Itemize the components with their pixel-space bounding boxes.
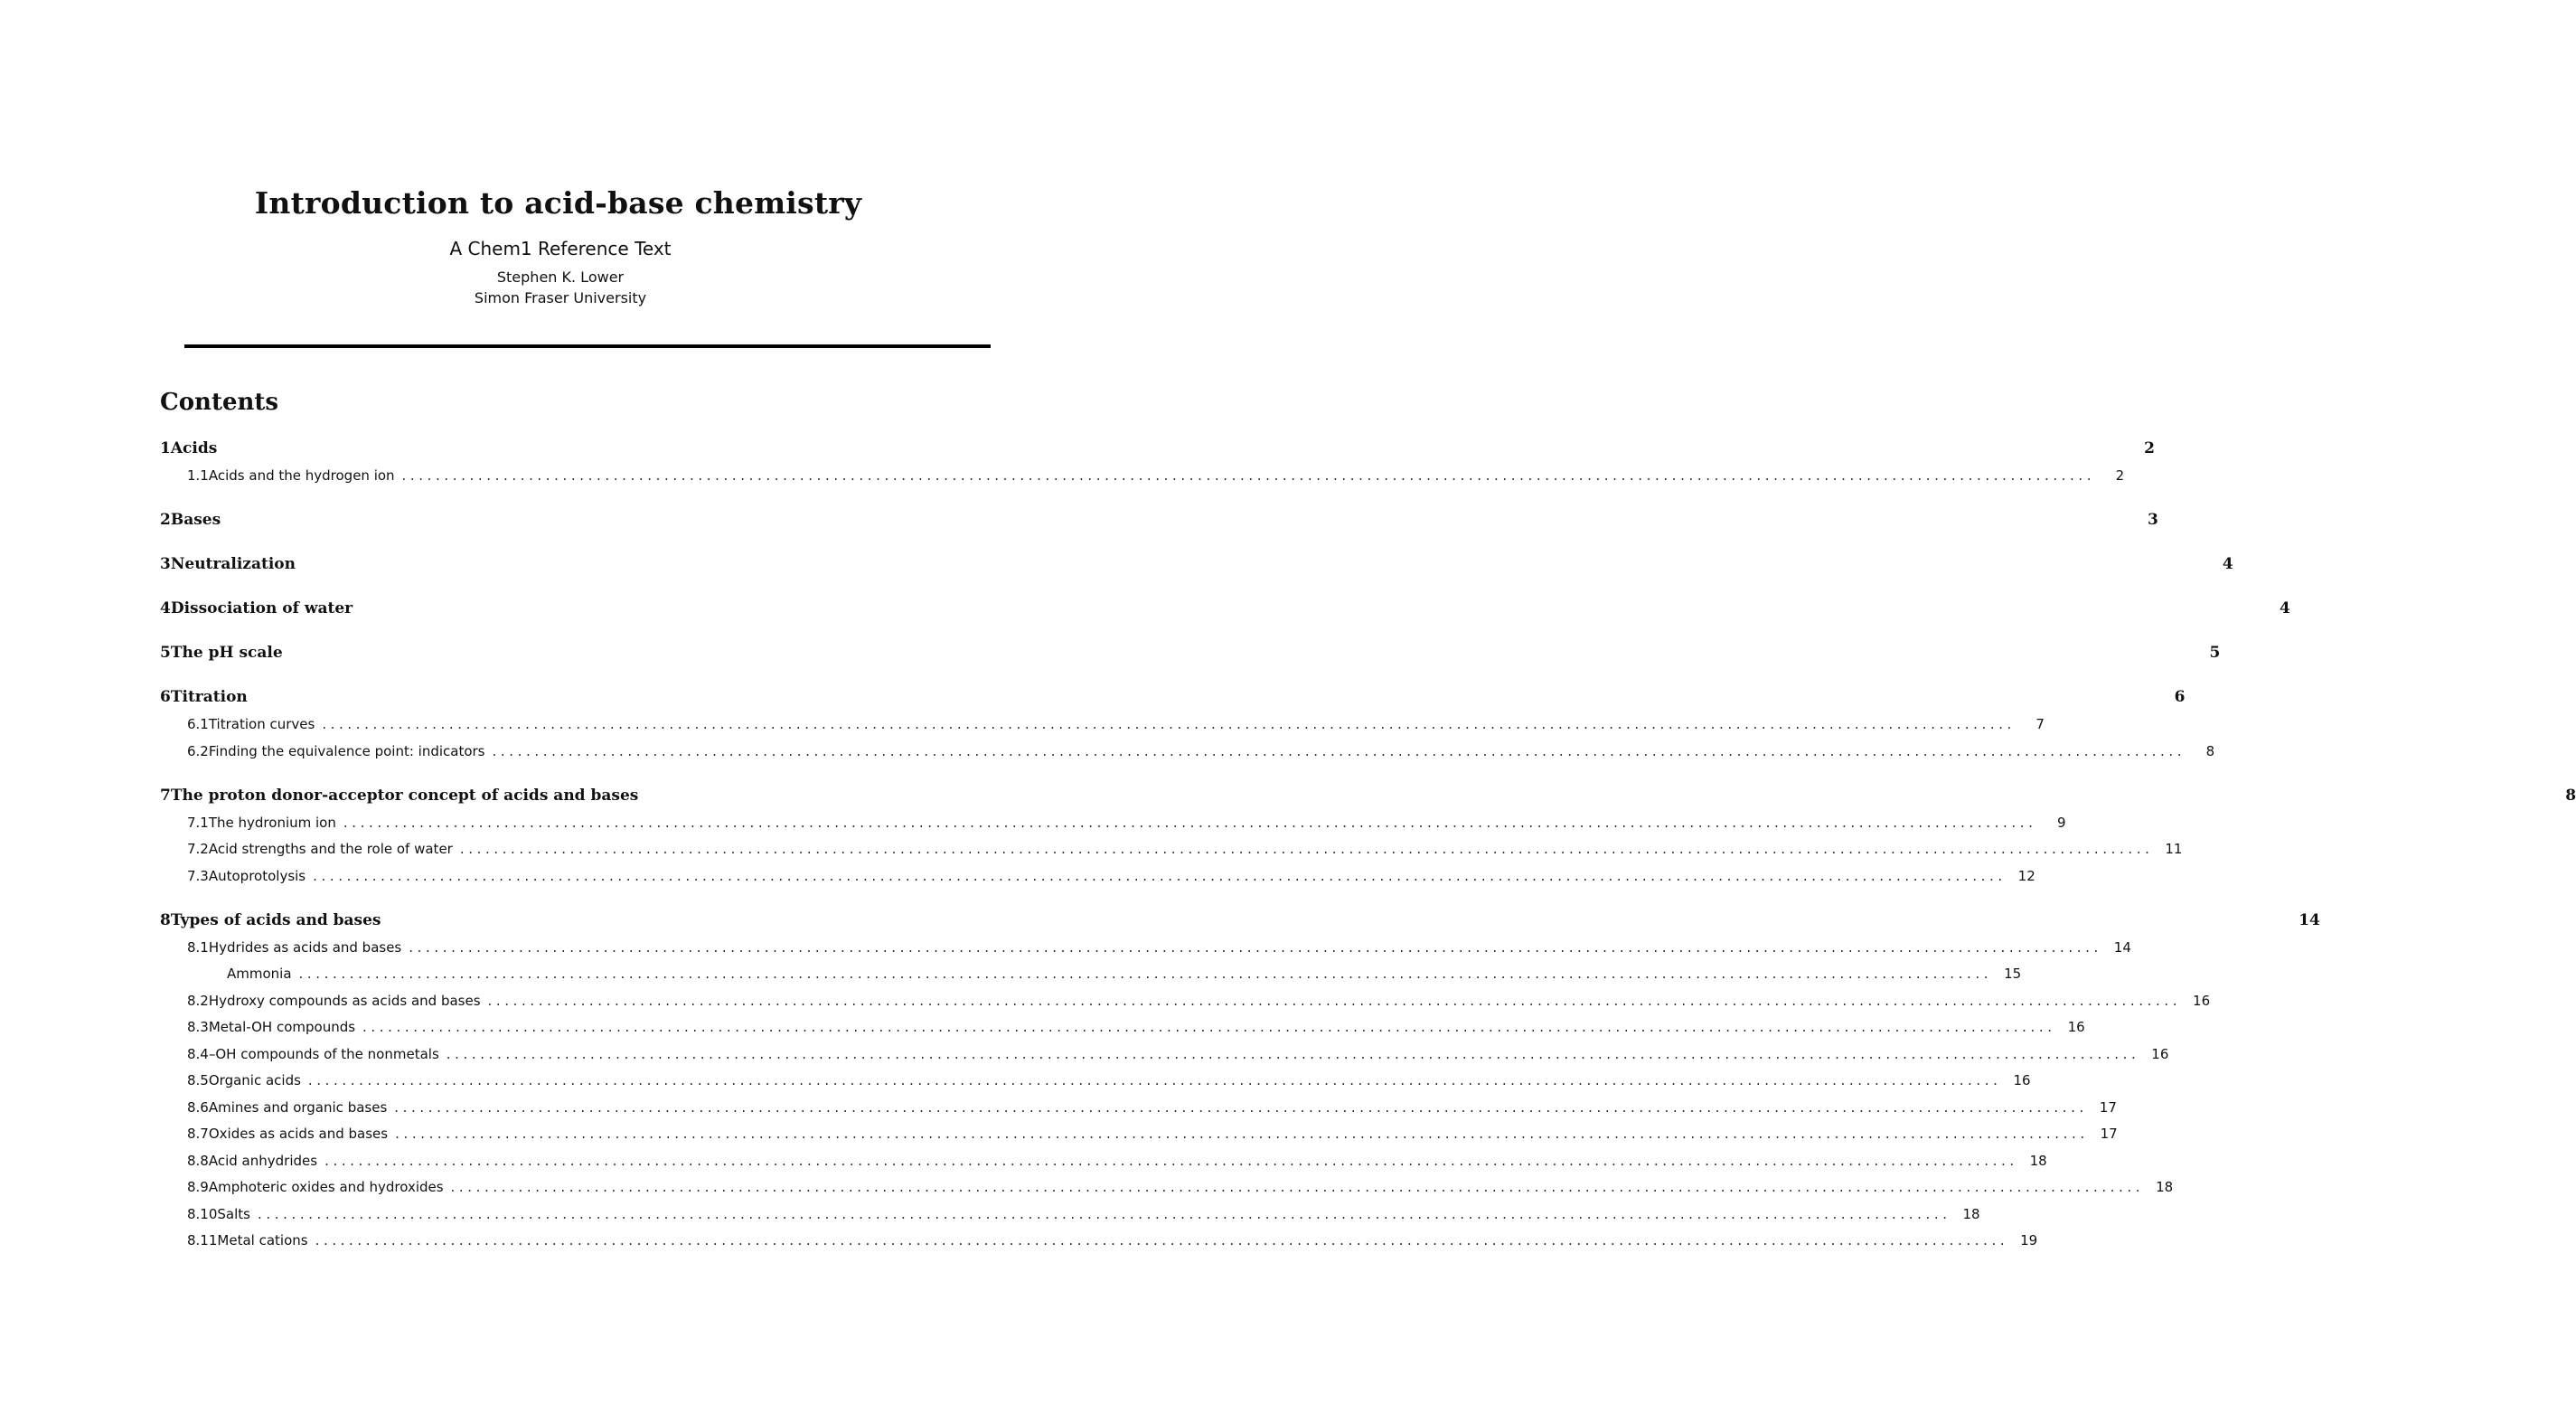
toc-entry-page-number: 9 [2056, 815, 2066, 831]
toc-entry-number: 6 [160, 688, 171, 706]
toc-section-entry[interactable] [160, 644, 2221, 665]
toc-subsection-entry[interactable] [160, 1232, 2038, 1254]
toc-entry-number: 8.5 [187, 1072, 209, 1088]
toc-subsection-entry[interactable] [160, 467, 2125, 489]
toc-subsection-entry[interactable] [160, 993, 2211, 1014]
toc-entry-number: 8.3 [187, 1019, 209, 1035]
toc-entry-label: Acid anhydrides [208, 1153, 318, 1169]
toc-entry-number: 8.11 [187, 1232, 218, 1249]
toc-entry-number: 8.6 [187, 1099, 209, 1116]
toc-entry-number: 8.10 [187, 1206, 218, 1222]
toc-entry-page-number: 14 [2113, 939, 2131, 956]
toc-dot-leader: ........................................................................................................................................................................................................ [315, 1232, 2009, 1249]
toc-entry-page-number: 17 [2100, 1126, 2118, 1142]
toc-entry-number: 7 [160, 787, 171, 805]
toc-entry-number: 8.1 [187, 939, 209, 956]
toc-entry-label: Ammonia [227, 966, 292, 982]
toc-dot-leader: ........................................................................................................................................................................................................ [362, 1019, 2056, 1035]
toc-entry-number: 1.1 [187, 467, 209, 484]
contents-heading: Contents [160, 389, 279, 416]
toc-dot-leader: ........................................................................................................................................................................................................ [307, 1072, 2002, 1088]
toc-entry-page-number: 2 [2115, 467, 2125, 484]
horizontal-rule [184, 344, 991, 348]
toc-dot-leader: ........................................................................................................................................................................................................ [487, 993, 2182, 1009]
toc-entry-page-number: 17 [2099, 1099, 2117, 1116]
toc-entry-label: Hydroxy compounds as acids and bases [208, 993, 481, 1009]
toc-entry-page-number: 8 [2205, 743, 2215, 759]
document-subtitle: A Chem1 Reference Text [449, 238, 672, 259]
toc-entry-label: Titration curves [208, 716, 315, 732]
toc-subsection-entry[interactable] [160, 966, 2022, 987]
toc-entry-number: 8.2 [187, 993, 209, 1009]
toc-entry-page-number: 11 [2165, 841, 2183, 857]
toc-entry-label: Salts [217, 1206, 250, 1222]
toc-dot-leader: ........................................................................................................................................................................................................ [395, 1126, 2089, 1142]
toc-section-entry[interactable] [160, 787, 2576, 808]
toc-dot-leader: ........................................................................................................................................................................................................ [450, 1179, 2145, 1195]
toc-entry-page-number: 8 [2565, 787, 2576, 805]
toc-entry-label: Organic acids [208, 1072, 301, 1088]
toc-entry-number: 3 [160, 555, 171, 573]
author-affiliation: Simon Fraser University [474, 289, 647, 306]
toc-entry-label: Acid strengths and the role of water [208, 841, 453, 857]
toc-subsection-entry[interactable] [160, 1179, 2174, 1201]
toc-section-entry[interactable] [160, 511, 2158, 532]
toc-entry-page-number: 18 [1962, 1206, 1980, 1222]
toc-section-entry[interactable] [160, 599, 2290, 621]
toc-entry-page-number: 4 [2222, 555, 2233, 573]
toc-dot-leader: ........................................................................................................................................................................................................ [459, 841, 2154, 857]
toc-entry-number: 7.2 [187, 841, 209, 857]
toc-subsection-entry[interactable] [160, 841, 2183, 862]
toc-entry-number: 8.9 [187, 1179, 209, 1195]
toc-entry-label: Autoprotolysis [208, 868, 306, 884]
toc-entry-label: Amphoteric oxides and hydroxides [208, 1179, 444, 1195]
toc-subsection-entry[interactable] [160, 1019, 2085, 1041]
toc-entry-number: 4 [160, 599, 171, 617]
toc-entry-page-number: 12 [2017, 868, 2035, 884]
toc-entry-page-number: 5 [2209, 644, 2221, 662]
toc-entry-label: Dissociation of water [170, 599, 353, 617]
toc-entry-label: Bases [170, 511, 221, 529]
toc-entry-label: Hydrides as acids and bases [208, 939, 402, 956]
toc-entry-label: Acids [170, 439, 218, 457]
toc-entry-number: 7.3 [187, 868, 209, 884]
toc-dot-leader: ........................................................................................................................................................................................................ [401, 467, 2096, 484]
toc-entry-page-number: 16 [2193, 993, 2211, 1009]
toc-entry-page-number: 18 [2029, 1153, 2047, 1169]
toc-subsection-entry[interactable] [160, 868, 2035, 890]
toc-dot-leader: ........................................................................................................................................................................................................ [343, 815, 2037, 831]
toc-subsection-entry[interactable] [160, 716, 2045, 738]
toc-entry-page-number: 16 [2151, 1046, 2169, 1062]
toc-entry-number: 8.7 [187, 1126, 209, 1142]
toc-entry-label: –OH compounds of the nonmetals [208, 1046, 439, 1062]
toc-section-entry[interactable] [160, 911, 2320, 933]
toc-entry-label: Metal cations [217, 1232, 308, 1249]
toc-dot-leader: ........................................................................................................................................................................................................ [313, 868, 2007, 884]
toc-entry-page-number: 2 [2144, 439, 2156, 457]
toc-entry-label: The hydronium ion [208, 815, 336, 831]
toc-subsection-entry[interactable] [160, 1072, 2031, 1094]
toc-dot-leader: ........................................................................................................................................................................................................ [492, 743, 2186, 759]
toc-dot-leader: ........................................................................................................................................................................................................ [298, 966, 1993, 982]
author-name: Stephen K. Lower [496, 269, 625, 286]
toc-entry-number: 6.1 [187, 716, 209, 732]
toc-entry-label: Acids and the hydrogen ion [208, 467, 395, 484]
toc-section-entry[interactable] [160, 439, 2156, 461]
toc-section-entry[interactable] [160, 688, 2186, 710]
toc-entry-label: Finding the equivalence point: indicators [208, 743, 485, 759]
toc-entry-label: Oxides as acids and bases [208, 1126, 389, 1142]
toc-entry-page-number: 6 [2174, 688, 2186, 706]
toc-entry-number: 2 [160, 511, 171, 529]
toc-subsection-entry[interactable] [160, 1153, 2047, 1174]
toc-entry-page-number: 18 [2156, 1179, 2174, 1195]
toc-entry-number: 5 [160, 644, 171, 662]
document-title: Introduction to acid-base chemistry [254, 185, 862, 221]
toc-entry-number: 6.2 [187, 743, 209, 759]
toc-entry-label: Metal-OH compounds [208, 1019, 356, 1035]
toc-entry-number: 8 [160, 911, 171, 929]
toc-entry-page-number: 4 [2279, 599, 2290, 617]
toc-dot-leader: ........................................................................................................................................................................................................ [409, 939, 2102, 956]
toc-dot-leader: ........................................................................................................................................................................................................ [322, 716, 2016, 732]
toc-dot-leader: ........................................................................................................................................................................................................ [324, 1153, 2018, 1169]
toc-entry-number: 1 [160, 439, 171, 457]
toc-entry-page-number: 14 [2299, 911, 2320, 929]
toc-subsection-entry[interactable] [160, 1126, 2118, 1147]
toc-dot-leader: ........................................................................................................................................................................................................ [257, 1206, 1951, 1222]
toc-entry-page-number: 16 [2067, 1019, 2085, 1035]
toc-entry-page-number: 16 [2013, 1072, 2031, 1088]
toc-subsection-entry[interactable] [160, 1206, 1980, 1228]
toc-dot-leader: ........................................................................................................................................................................................................ [394, 1099, 2088, 1116]
toc-subsection-entry[interactable] [160, 815, 2066, 836]
toc-entry-number: 8.4 [187, 1046, 209, 1062]
toc-subsection-entry[interactable] [160, 939, 2131, 961]
toc-section-entry[interactable] [160, 555, 2233, 577]
toc-entry-label: Neutralization [170, 555, 296, 573]
toc-entry-page-number: 3 [2148, 511, 2158, 529]
toc-entry-label: Titration [170, 688, 248, 706]
toc-subsection-entry[interactable] [160, 1099, 2117, 1121]
toc-entry-label: The proton donor-acceptor concept of acids and bases [170, 787, 639, 805]
toc-entry-label: The pH scale [170, 644, 283, 662]
toc-subsection-entry[interactable] [160, 743, 2215, 765]
toc-entry-page-number: 7 [2035, 716, 2045, 732]
toc-subsection-entry[interactable] [160, 1046, 2169, 1068]
toc-entry-label: Types of acids and bases [170, 911, 381, 929]
toc-entry-number: 8.8 [187, 1153, 209, 1169]
toc-entry-label: Amines and organic bases [208, 1099, 388, 1116]
toc-entry-page-number: 19 [2020, 1232, 2038, 1249]
toc-entry-page-number: 15 [2004, 966, 2022, 982]
toc-entry-number: 7.1 [187, 815, 209, 831]
toc-dot-leader: ........................................................................................................................................................................................................ [446, 1046, 2140, 1062]
